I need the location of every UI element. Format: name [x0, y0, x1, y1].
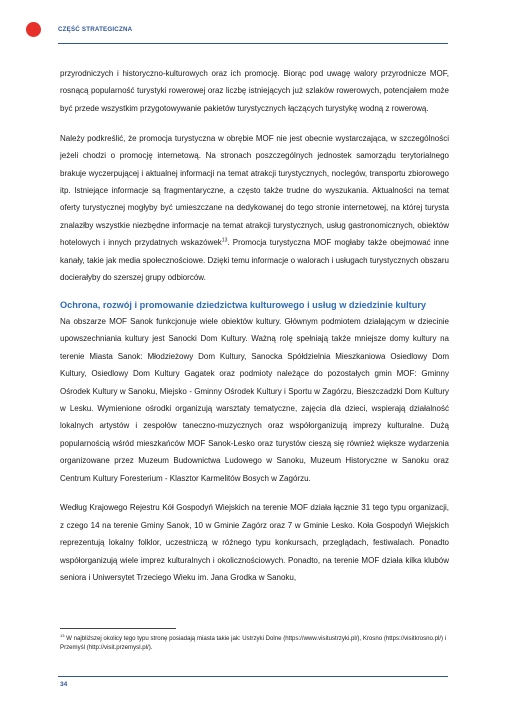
paragraph-3: Na obszarze MOF Sanok funkcjonuje wiele obiektów kultury. Głównym podmiotem działającym w dziecinie upowszechniania kultury jest Sanocki Dom Kultury. Ważną rolę spełniają także mniejsze domy kultury na terenie Miasta Sanok: Młodzieżowy Dom Kultury, Sanocka Spółdzielnia Mieszkaniowa Osiedlowy Dom Kultury, Osiedlowy Dom Kultury Gagatek oraz podmioty należące do pozostałych gmin MOF: Gminny Ośrodek Kultury w Sanoku, Miejsko - Gminny Ośrodek Kultury i Sportu w Zagórzu, Bieszczadzki Dom Kultury w Lesku. Wymienione ośrodki organizują warsztaty tematyczne, zajęcia dla dzieci, wspierają działalność lokalnych artystów i zespołów taneczno-muzycznych oraz współorganizują imprezy kulturalne. Dużą popularnością wśród mieszkańców MOF Sanok-Lesko oraz turystów cieszą się również większe wydarzenia organizowane przez Muzeum Budownictwa Ludowego w Sanoku, Muzeum Historyczne w Sanoku oraz Centrum Kultury Foresterium - Klasztor Karmelitów Bosych w Zagórzu. — [60, 316, 449, 483]
paragraph-4: Według Krajowego Rejestru Kół Gospodyń Wiejskich na terenie MOF działa łącznie 31 tego typu organizacji, z czego 14 na terenie Gminy Sanok, 10 w Gminie Zagórz oraz 7 w Gminie Lesko. Koła Gospodyń Wiejskich reprezentują lokalny folklor, uczestniczą w różnego typu konkursach, przeglądach, festiwalach. Ponadto współorganizują wiele imprez kulturalnych i okolicznościowych. Ponadto, na terenie MOF działa kilka klubów seniora i Uniwersytet Trzeciego Wieku im. Jana Grodka w Sanoku, — [60, 503, 449, 583]
paragraph-1: przyrodniczych i historyczno-kulturowych oraz ich promocję. Biorąc pod uwagę walory przyrodnicze MOF, rosnącą popularność turystyki rowerowej oraz liczbę istniejących już szlaków rowerowych, potencjałem może być przede wszystkim przygotowywanie pakietów turystycznych łączących turystykę wodną z rowerową. — [60, 69, 449, 113]
paragraph-2-tail: . Promocja turystyczna MOF mogłaby także obejmować inne kanały, takie jak media społecznościowe. Dzięki temu informacje o walorach i usługach turystycznych obszaru docierałyby do szerszej grupy odbiorców. — [60, 238, 449, 282]
paragraph-2-text: Należy podkreślić, że promocja turystyczna w obrębie MOF nie jest obecnie wystarczająca, w szczególności jeżeli chodzi o promocję internetową. Na stronach poszczególnych jednostek samorządu terytorialnego brakuje wyczerpującej i aktualnej informacji na temat atrakcji turystycznych, noclegów, transportu zbiorowego itp. Istniejące informacje są fragmentaryczne, a często także trudne do wyszukania. Aktualności na temat oferty turystycznej mogłyby być umieszczane na dedykowanej do tego stronie internetowej, na której turysta znalazłby wszystkie niezbędne informacje na temat atrakcji turystycznych, usług gastronomicznych, obiektów hotelowych i innych przydatnych wskazówek — [60, 133, 449, 248]
page-header — [0, 0, 509, 50]
section-label: CZĘŚĆ STRATEGICZNA — [58, 26, 133, 33]
logo-circle — [26, 22, 41, 37]
footnote-divider — [60, 628, 176, 629]
footnote-text: W najbliższej okolicy tego typu stronę posiadają miasta takie jak: Ustrzyki Dolne (https://www.visitustrzyki.pl/), Krosno (https://visitkrosno.pl/) i Przemyśl (http://visit.przemysl.pl/). — [60, 635, 447, 652]
header-divider — [58, 43, 448, 44]
page-number: 34 — [60, 681, 68, 688]
footnote — [60, 634, 449, 652]
page-content — [60, 65, 449, 599]
footnote-reference[interactable]: 13 — [221, 237, 228, 244]
footer-divider — [58, 676, 448, 677]
paragraph-2 — [60, 130, 449, 287]
section-heading: Ochrona, rozwój i promowanie dziedzictwa kulturowego i usług w dziedzinie kultury — [60, 299, 427, 310]
footnote-number: 13 — [60, 632, 65, 638]
